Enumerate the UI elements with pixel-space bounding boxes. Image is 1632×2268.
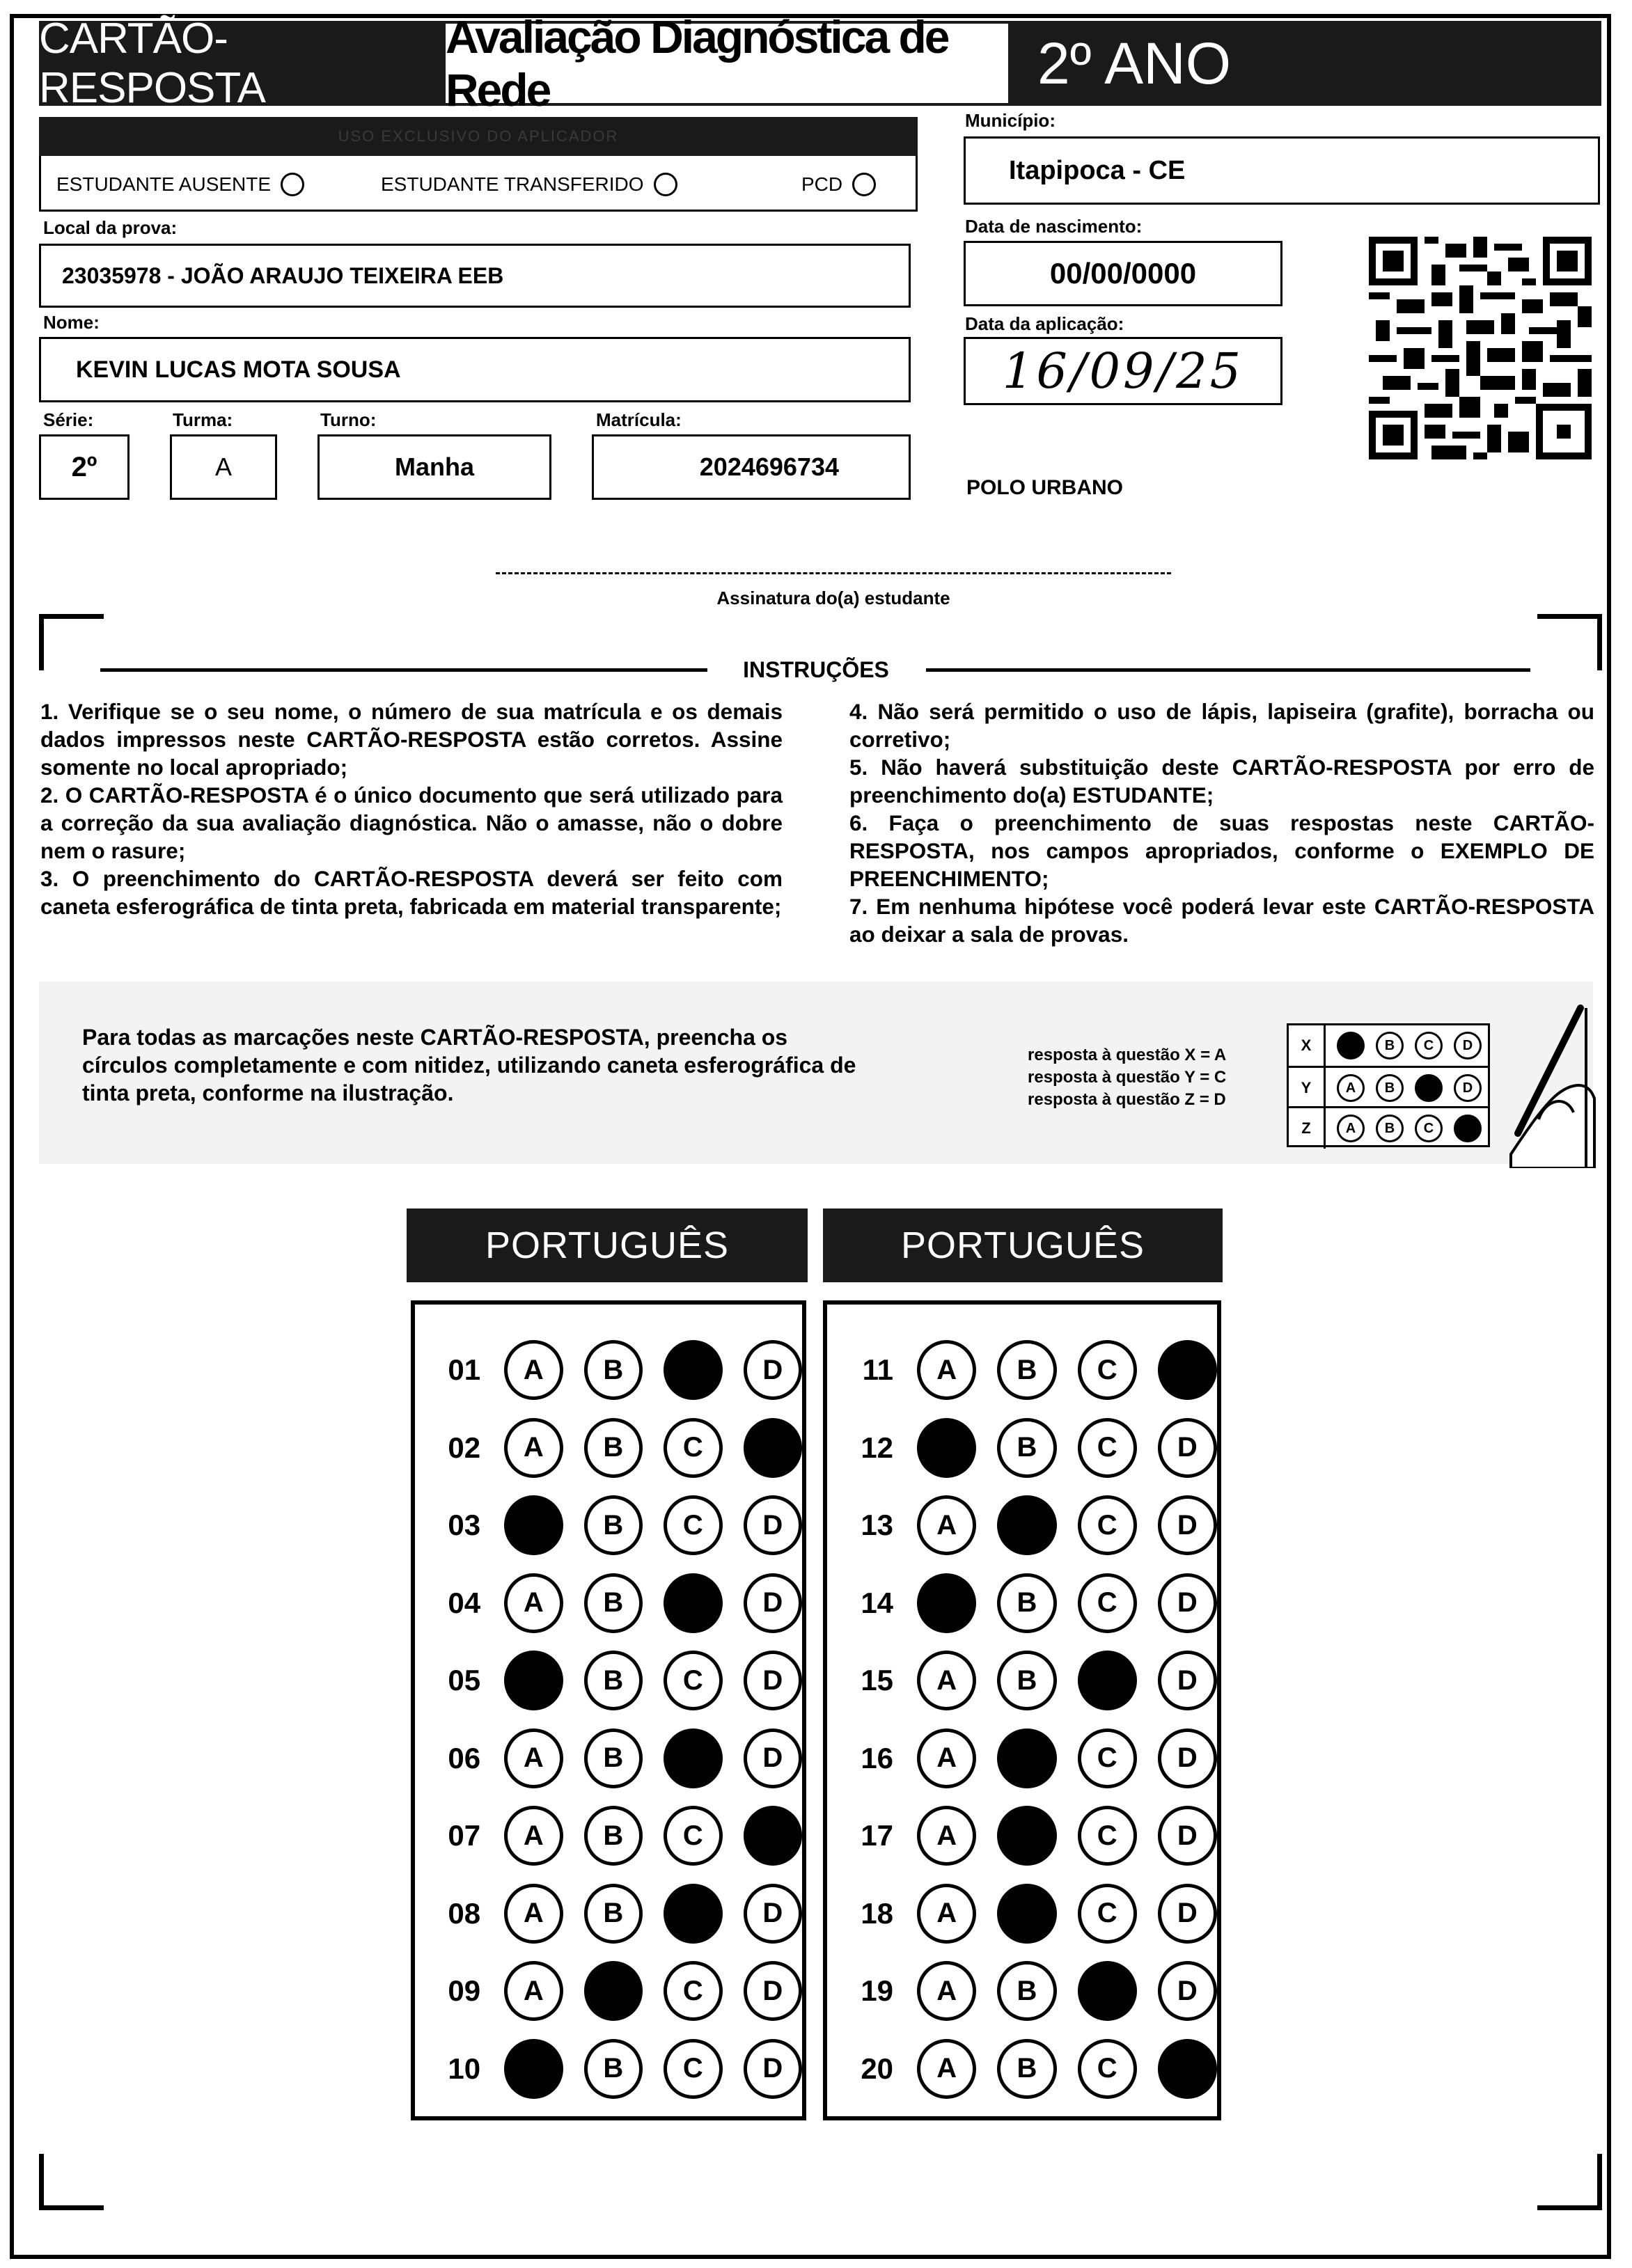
question-number: 16 xyxy=(861,1741,894,1774)
answer-bubble-b[interactable]: B xyxy=(584,2039,643,2099)
answer-bubble-b[interactable]: B xyxy=(997,2039,1056,2099)
answer-bubble-d[interactable]: D xyxy=(744,1495,802,1555)
turma-value: A xyxy=(214,452,232,481)
answer-grid-2 xyxy=(823,1300,1221,2120)
pcd-circle[interactable] xyxy=(852,173,876,196)
answer-bubble-c[interactable]: C xyxy=(1078,1884,1137,1944)
aplicacao-field[interactable] xyxy=(964,337,1282,405)
question-row xyxy=(827,1413,1217,1483)
transferred-option[interactable] xyxy=(381,173,677,196)
local-label: Local da prova: xyxy=(43,217,178,238)
aplicacao-value: 16/09/25 xyxy=(1002,342,1244,400)
answer-bubble-b[interactable]: B xyxy=(997,1418,1056,1478)
answer-bubble-d[interactable]: D xyxy=(744,1961,802,2021)
example-bubble-a xyxy=(1337,1032,1365,1060)
local-field xyxy=(39,244,911,308)
answer-bubble-a[interactable] xyxy=(917,1418,976,1478)
example-row xyxy=(1289,1025,1488,1066)
answer-bubble-b[interactable] xyxy=(997,1806,1056,1866)
example-bubble-a: A xyxy=(1337,1074,1365,1102)
answer-bubble-d[interactable]: D xyxy=(744,1573,802,1633)
nascimento-label: Data de nascimento: xyxy=(965,216,1143,237)
example-bubble-d: D xyxy=(1454,1074,1482,1102)
question-row xyxy=(415,1490,802,1560)
question-number: 11 xyxy=(862,1353,894,1386)
question-row xyxy=(415,1879,802,1948)
instruction-2: 2. O CARTÃO-RESPOSTA é o único documento que será utilizado para a correção da sua avaliação diagnóstica. Não o amasse, não o dobre nem o rasure; xyxy=(40,782,783,863)
answer-bubble-b[interactable]: B xyxy=(584,1806,643,1866)
signature-label: Assinatura do(a) estudante xyxy=(716,588,950,608)
pcd-option[interactable] xyxy=(801,173,876,196)
signature-line[interactable] xyxy=(496,572,1171,574)
answer-bubble-d[interactable]: D xyxy=(1158,1961,1217,2021)
answer-bubble-b[interactable]: B xyxy=(584,1884,643,1944)
answer-bubble-b[interactable]: B xyxy=(997,1651,1056,1710)
aplicacao-label: Data da aplicação: xyxy=(965,313,1124,334)
example-row xyxy=(1289,1066,1488,1108)
answer-bubble-c[interactable]: C xyxy=(664,2039,722,2099)
example-grid xyxy=(1287,1023,1490,1147)
answer-bubble-a[interactable]: A xyxy=(917,1340,976,1400)
turma-field xyxy=(170,434,277,500)
absent-option[interactable] xyxy=(56,173,304,196)
example-bubble-c xyxy=(1415,1074,1443,1102)
answer-bubble-d[interactable] xyxy=(744,1806,802,1866)
qr-code-icon xyxy=(1369,237,1592,459)
answer-bubble-c[interactable]: C xyxy=(1078,1806,1137,1866)
absent-circle[interactable] xyxy=(281,173,304,196)
question-number: 13 xyxy=(861,1509,894,1541)
example-bubble-c: C xyxy=(1415,1032,1443,1060)
answer-bubble-b[interactable]: B xyxy=(584,1495,643,1555)
example-bubble-b: B xyxy=(1376,1074,1404,1102)
question-number: 06 xyxy=(448,1741,481,1774)
answer-bubble-d[interactable]: D xyxy=(744,1884,802,1944)
example-bubble-d xyxy=(1454,1115,1482,1142)
question-row xyxy=(827,2034,1217,2104)
answer-bubble-b[interactable]: B xyxy=(584,1418,643,1478)
answer-bubble-a[interactable] xyxy=(504,2039,563,2099)
turno-label: Turno: xyxy=(320,409,377,430)
question-number: 09 xyxy=(448,1974,481,2007)
question-row xyxy=(827,1646,1217,1715)
answer-bubble-c[interactable]: C xyxy=(1078,1573,1137,1633)
answer-bubble-d[interactable]: D xyxy=(744,1728,802,1788)
question-number: 20 xyxy=(861,2052,894,2085)
instruction-4: 4. Não será permitido o uso de lápis, lapiseira (grafite), borracha ou corretivo; xyxy=(849,699,1594,752)
answer-bubble-d[interactable]: D xyxy=(1158,1728,1217,1788)
nome-value: KEVIN LUCAS MOTA SOUSA xyxy=(76,356,401,383)
example-legend-y: resposta à questão Y = C xyxy=(1028,1068,1227,1087)
answer-bubble-a[interactable]: A xyxy=(917,1728,976,1788)
answer-grid-1 xyxy=(411,1300,806,2120)
answer-bubble-d[interactable]: D xyxy=(744,2039,802,2099)
answer-bubble-b[interactable]: B xyxy=(997,1961,1056,2021)
question-row xyxy=(827,1568,1217,1638)
question-number: 01 xyxy=(448,1353,481,1386)
answer-bubble-c[interactable]: C xyxy=(664,1651,722,1710)
answer-bubble-d[interactable] xyxy=(1158,2039,1217,2099)
answer-bubble-d[interactable]: D xyxy=(1158,1884,1217,1944)
instruction-1: 1. Verifique se o seu nome, o número de sua matrícula e os demais dados impressos neste CARTÃO-RESPOSTA estão corretos. Assine somente no local apropriado; xyxy=(40,699,783,780)
section-header-2: PORTUGUÊS xyxy=(823,1208,1223,1282)
question-number: 02 xyxy=(448,1431,481,1464)
pcd-label: PCD xyxy=(801,173,843,195)
question-row xyxy=(415,1956,802,2026)
example-bubble-b: B xyxy=(1376,1032,1404,1060)
answer-bubble-c[interactable]: C xyxy=(1078,1495,1137,1555)
exam-title: Avaliação Diagnóstica de Rede xyxy=(446,21,1008,106)
question-number: 10 xyxy=(448,2052,481,2085)
example-bubble-d: D xyxy=(1454,1032,1482,1060)
matricula-value: 2024696734 xyxy=(699,452,839,481)
matricula-label: Matrícula: xyxy=(596,409,682,430)
example-bubble-b: B xyxy=(1376,1115,1404,1142)
answer-bubble-d[interactable]: D xyxy=(1158,1418,1217,1478)
applicator-options xyxy=(39,156,918,212)
answer-bubble-c[interactable]: C xyxy=(1078,1728,1137,1788)
example-bubble-c: C xyxy=(1415,1115,1443,1142)
answer-bubble-b[interactable]: B xyxy=(997,1573,1056,1633)
grade-title: 2º ANO xyxy=(1008,21,1601,106)
answer-bubble-a[interactable] xyxy=(504,1495,563,1555)
question-number: 14 xyxy=(861,1586,894,1619)
instruction-5: 5. Não haverá substituição deste CARTÃO-RESPOSTA por erro de preenchimento do(a) ESTUDANTE; xyxy=(849,755,1594,808)
question-number: 19 xyxy=(861,1974,894,2007)
transferred-circle[interactable] xyxy=(654,173,677,196)
answer-bubble-a[interactable]: A xyxy=(917,1961,976,2021)
municipio-value: Itapipoca - CE xyxy=(1009,155,1186,185)
answer-bubble-a[interactable]: A xyxy=(917,1884,976,1944)
instruction-3: 3. O preenchimento do CARTÃO-RESPOSTA deverá ser feito com caneta esferográfica de tinta preta, fabricada em material transparente; xyxy=(40,866,783,919)
question-number: 05 xyxy=(448,1664,481,1696)
question-row xyxy=(415,2034,802,2104)
municipio-field xyxy=(964,136,1600,205)
example-row-label: Z xyxy=(1289,1108,1326,1149)
card-title: CARTÃO-RESPOSTA xyxy=(39,21,446,106)
example-row xyxy=(1289,1106,1488,1149)
question-number: 04 xyxy=(448,1586,481,1619)
answer-bubble-c[interactable]: C xyxy=(1078,1418,1137,1478)
answer-bubble-c[interactable]: C xyxy=(664,1806,722,1866)
answer-bubble-c[interactable] xyxy=(664,1340,722,1400)
answer-bubble-c[interactable]: C xyxy=(1078,1340,1137,1400)
answer-bubble-a[interactable]: A xyxy=(504,1884,563,1944)
answer-bubble-c[interactable] xyxy=(664,1884,722,1944)
turma-label: Turma: xyxy=(173,409,233,430)
matricula-field xyxy=(592,434,911,500)
answer-bubble-a[interactable]: A xyxy=(504,1418,563,1478)
answer-bubble-b[interactable]: B xyxy=(997,1340,1056,1400)
answer-bubble-c[interactable]: C xyxy=(664,1495,722,1555)
question-row xyxy=(827,1956,1217,2026)
answer-bubble-a[interactable] xyxy=(917,1573,976,1633)
polo-label: POLO URBANO xyxy=(966,476,1123,499)
question-row xyxy=(827,1490,1217,1560)
answer-bubble-b[interactable] xyxy=(584,1961,643,2021)
question-row xyxy=(415,1413,802,1483)
serie-label: Série: xyxy=(43,409,94,430)
answer-bubble-d[interactable] xyxy=(1158,1340,1217,1400)
answer-bubble-a[interactable]: A xyxy=(504,1806,563,1866)
example-legend-x: resposta à questão X = A xyxy=(1028,1046,1227,1064)
example-legend xyxy=(1028,1044,1278,1111)
answer-bubble-d[interactable]: D xyxy=(1158,1495,1217,1555)
answer-bubble-c[interactable]: C xyxy=(664,1418,722,1478)
corner-mark-bottom-right xyxy=(1537,2154,1602,2210)
question-row xyxy=(415,1568,802,1638)
question-row xyxy=(415,1801,802,1871)
question-number: 12 xyxy=(861,1431,894,1464)
answer-bubble-a[interactable]: A xyxy=(504,1340,563,1400)
answer-bubble-c[interactable]: C xyxy=(1078,2039,1137,2099)
answer-bubble-d[interactable]: D xyxy=(744,1651,802,1710)
answer-bubble-a[interactable] xyxy=(504,1651,563,1710)
nascimento-field xyxy=(964,241,1282,306)
question-row xyxy=(827,1801,1217,1871)
serie-value: 2º xyxy=(71,451,97,482)
question-number: 08 xyxy=(448,1896,481,1930)
answer-bubble-b[interactable]: B xyxy=(584,1573,643,1633)
example-bubble-a: A xyxy=(1337,1115,1365,1142)
answer-bubble-d[interactable]: D xyxy=(1158,1573,1217,1633)
answer-bubble-c[interactable] xyxy=(1078,1651,1137,1710)
example-row-label: X xyxy=(1289,1025,1326,1066)
section-header-1: PORTUGUÊS xyxy=(407,1208,808,1282)
applicator-bar: USO EXCLUSIVO DO APLICADOR xyxy=(39,117,918,156)
answer-bubble-a[interactable]: A xyxy=(504,1573,563,1633)
instruction-6: 6. Faça o preenchimento de suas respostas neste CARTÃO-RESPOSTA, nos campos apropriados, conforme o EXEMPLO DE PREENCHIMENTO; xyxy=(849,810,1594,891)
answer-bubble-a[interactable]: A xyxy=(917,1651,976,1710)
absent-label: ESTUDANTE AUSENTE xyxy=(56,173,272,195)
answer-bubble-d[interactable]: D xyxy=(1158,1651,1217,1710)
question-number: 15 xyxy=(861,1664,894,1696)
question-row xyxy=(827,1724,1217,1793)
answer-bubble-b[interactable]: B xyxy=(584,1728,643,1788)
corner-mark-bottom-left xyxy=(39,2154,104,2210)
question-row xyxy=(827,1335,1217,1405)
answer-bubble-c[interactable] xyxy=(1078,1961,1137,2021)
nome-field xyxy=(39,337,911,402)
instructions-title: INSTRUÇÕES xyxy=(743,657,889,682)
example-text: Para todas as marcações neste CARTÃO-RESPOSTA, preencha os círculos completamente e com nitidez, utilizando caneta esferográfica de tinta preta, conforme na ilustração. xyxy=(82,1025,856,1105)
answer-bubble-b[interactable] xyxy=(997,1495,1056,1555)
turno-field xyxy=(317,434,551,500)
question-number: 07 xyxy=(448,1819,481,1852)
question-row xyxy=(415,1724,802,1793)
instructions-left-column xyxy=(40,698,783,920)
answer-bubble-c[interactable] xyxy=(664,1728,722,1788)
nascimento-value: 00/00/0000 xyxy=(1049,257,1197,290)
answer-bubble-b[interactable]: B xyxy=(584,1651,643,1710)
answer-bubble-a[interactable]: A xyxy=(917,1495,976,1555)
question-number: 17 xyxy=(861,1819,894,1852)
instruction-7: 7. Em nenhuma hipótese você poderá levar este CARTÃO-RESPOSTA ao deixar a sala de provas. xyxy=(849,894,1594,947)
answer-bubble-a[interactable]: A xyxy=(504,1728,563,1788)
answer-bubble-b[interactable]: B xyxy=(584,1340,643,1400)
answer-bubble-c[interactable] xyxy=(664,1573,722,1633)
question-row xyxy=(827,1879,1217,1948)
example-row-label: Y xyxy=(1289,1068,1326,1108)
answer-bubble-b[interactable] xyxy=(997,1884,1056,1944)
answer-bubble-a[interactable]: A xyxy=(917,2039,976,2099)
hand-pen-icon xyxy=(1497,994,1601,1168)
question-number: 18 xyxy=(861,1896,894,1930)
example-legend-z: resposta à questão Z = D xyxy=(1028,1090,1226,1109)
question-row xyxy=(415,1646,802,1715)
answer-bubble-d[interactable]: D xyxy=(744,1340,802,1400)
answer-bubble-b[interactable] xyxy=(997,1728,1056,1788)
answer-bubble-d[interactable]: D xyxy=(1158,1806,1217,1866)
transferred-label: ESTUDANTE TRANSFERIDO xyxy=(381,173,644,195)
municipio-label: Município: xyxy=(965,110,1056,131)
question-row xyxy=(415,1335,802,1405)
question-number: 03 xyxy=(448,1509,481,1541)
answer-bubble-c[interactable]: C xyxy=(664,1961,722,2021)
answer-bubble-a[interactable]: A xyxy=(504,1961,563,2021)
serie-field xyxy=(39,434,130,500)
answer-bubble-a[interactable]: A xyxy=(917,1806,976,1866)
instructions-right-column xyxy=(849,698,1594,948)
answer-bubble-d[interactable] xyxy=(744,1418,802,1478)
turno-value: Manha xyxy=(394,452,474,481)
local-value: 23035978 - JOÃO ARAUJO TEIXEIRA EEB xyxy=(62,262,504,288)
nome-label: Nome: xyxy=(43,312,100,333)
